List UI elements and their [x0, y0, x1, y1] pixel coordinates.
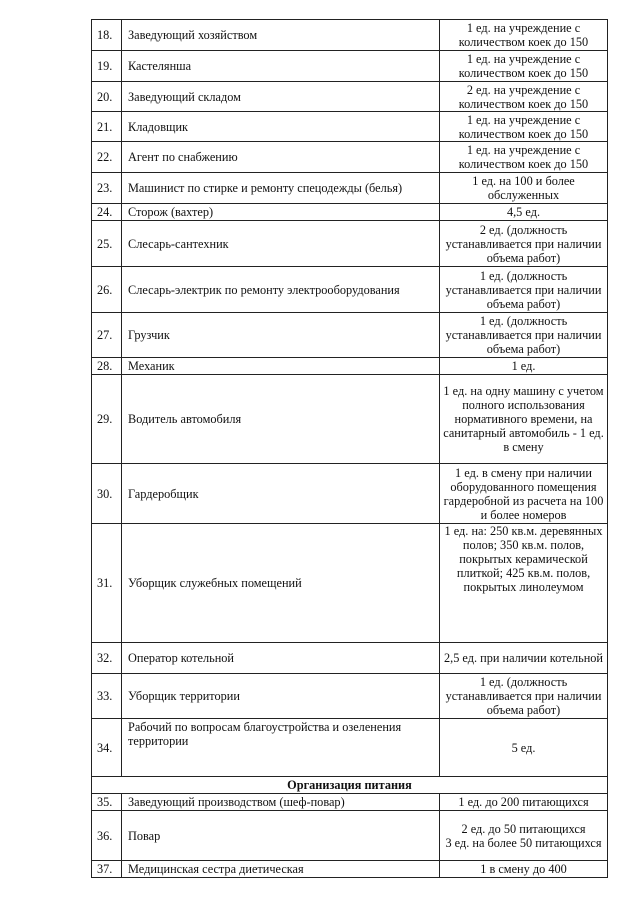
row-number: 36.	[92, 811, 122, 861]
position-name: Кладовщик	[122, 112, 440, 142]
row-number: 22.	[92, 142, 122, 173]
row-number: 32.	[92, 643, 122, 674]
row-number: 27.	[92, 313, 122, 358]
row-number: 26.	[92, 267, 122, 313]
row-number: 19.	[92, 51, 122, 82]
row-number: 21.	[92, 112, 122, 142]
row-number: 29.	[92, 375, 122, 464]
row-number: 35.	[92, 794, 122, 811]
position-name: Машинист по стирке и ремонту спецодежды (белья)	[122, 173, 440, 204]
position-name: Заведующий производством (шеф-повар)	[122, 794, 440, 811]
position-name: Уборщик служебных помещений	[122, 524, 440, 643]
position-name: Оператор котельной	[122, 643, 440, 674]
section-title: Организация питания	[92, 777, 608, 794]
table-row	[92, 204, 608, 221]
position-name: Сторож (вахтер)	[122, 204, 440, 221]
staff-norm: 1 ед. на 100 и более обслуженных	[440, 173, 608, 204]
table-row	[92, 375, 608, 464]
position-name: Заведующий хозяйством	[122, 20, 440, 51]
position-name: Медицинская сестра диетическая	[122, 861, 440, 878]
position-name: Водитель автомобиля	[122, 375, 440, 464]
table-row	[92, 267, 608, 313]
table-row	[92, 861, 608, 878]
row-number: 20.	[92, 82, 122, 112]
staff-norm: 1 ед. (должность устанавливается при наличии объема работ)	[440, 267, 608, 313]
position-name: Слесарь-сантехник	[122, 221, 440, 267]
position-name: Грузчик	[122, 313, 440, 358]
table-row	[92, 794, 608, 811]
staff-norm: 2 ед. до 50 питающихся 3 ед. на более 50 питающихся	[440, 811, 608, 861]
staff-norm: 4,5 ед.	[440, 204, 608, 221]
table-row	[92, 674, 608, 719]
row-number: 24.	[92, 204, 122, 221]
position-name: Повар	[122, 811, 440, 861]
table-row	[92, 643, 608, 674]
table-row	[92, 142, 608, 173]
staff-norm: 1 ед. на: 250 кв.м. деревянных полов; 350 кв.м. полов, покрытых керамической плиткой; 425 кв.м. полов, покрытых линолеумом	[440, 524, 608, 643]
table-row	[92, 20, 608, 51]
table-row	[92, 82, 608, 112]
staff-norm: 2,5 ед. при наличии котельной	[440, 643, 608, 674]
position-name: Механик	[122, 358, 440, 375]
staff-norm: 1 в смену до 400	[440, 861, 608, 878]
staff-norm: 2 ед. на учреждение с количеством коек до 150	[440, 82, 608, 112]
table-row	[92, 719, 608, 777]
position-name: Рабочий по вопросам благоустройства и озеленения территории	[122, 719, 440, 777]
position-name: Агент по снабжению	[122, 142, 440, 173]
position-name: Заведующий складом	[122, 82, 440, 112]
row-number: 31.	[92, 524, 122, 643]
section-row	[92, 777, 608, 794]
staffing-table	[91, 19, 608, 878]
row-number: 23.	[92, 173, 122, 204]
table-row	[92, 358, 608, 375]
staff-norm: 1 ед. на учреждение с количеством коек до 150	[440, 20, 608, 51]
row-number: 30.	[92, 464, 122, 524]
row-number: 25.	[92, 221, 122, 267]
table-row	[92, 112, 608, 142]
row-number: 18.	[92, 20, 122, 51]
row-number: 37.	[92, 861, 122, 878]
staff-norm: 5 ед.	[440, 719, 608, 777]
staff-norm: 1 ед. на одну машину с учетом полного использования нормативного времени, на санитарный автомобиль - 1 ед. в смену	[440, 375, 608, 464]
position-name: Слесарь-электрик по ремонту электрооборудования	[122, 267, 440, 313]
position-name: Гардеробщик	[122, 464, 440, 524]
position-name: Кастелянша	[122, 51, 440, 82]
table-row	[92, 51, 608, 82]
table-row	[92, 173, 608, 204]
table-row	[92, 524, 608, 643]
row-number: 34.	[92, 719, 122, 777]
staff-norm: 1 ед.	[440, 358, 608, 375]
staff-norm: 1 ед. на учреждение с количеством коек до 150	[440, 142, 608, 173]
staff-norm: 1 ед. (должность устанавливается при наличии объема работ)	[440, 313, 608, 358]
staff-norm: 2 ед. (должность устанавливается при наличии объема работ)	[440, 221, 608, 267]
staff-norm: 1 ед. в смену при наличии оборудованного помещения гардеробной из расчета на 100 и более номеров	[440, 464, 608, 524]
staff-norm: 1 ед. на учреждение с количеством коек до 150	[440, 51, 608, 82]
table-row	[92, 313, 608, 358]
table-row	[92, 811, 608, 861]
row-number: 28.	[92, 358, 122, 375]
staff-norm: 1 ед. (должность устанавливается при наличии объема работ)	[440, 674, 608, 719]
row-number: 33.	[92, 674, 122, 719]
position-name: Уборщик территории	[122, 674, 440, 719]
table-row	[92, 221, 608, 267]
staff-norm: 1 ед. на учреждение с количеством коек до 150	[440, 112, 608, 142]
staff-norm: 1 ед. до 200 питающихся	[440, 794, 608, 811]
table-row	[92, 464, 608, 524]
